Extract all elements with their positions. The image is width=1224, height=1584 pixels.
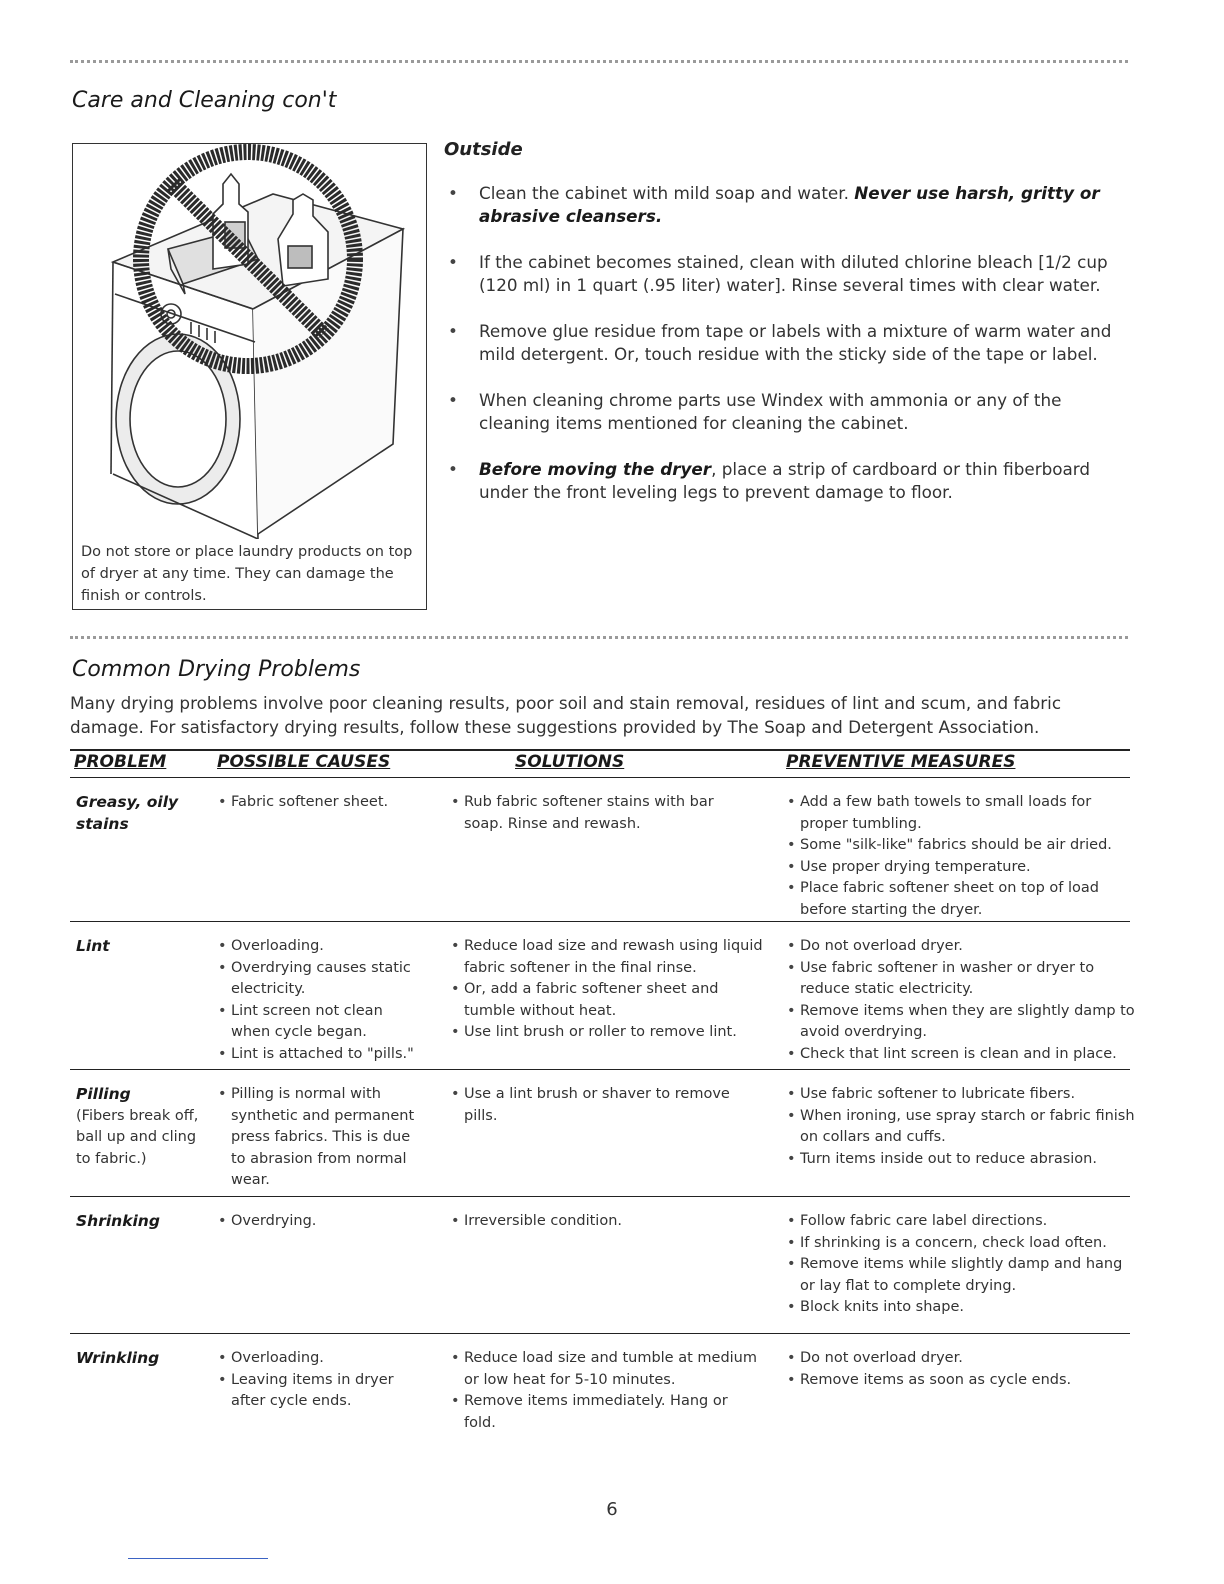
header-solutions: SOLUTIONS	[515, 752, 625, 772]
problem-name: Shrinking	[76, 1212, 160, 1230]
cause-item: • Overloading.	[217, 1348, 417, 1370]
dryer-illustration-box	[72, 143, 427, 610]
preventive-item: • Follow fabric care label directions.	[786, 1211, 1141, 1233]
preventive-item: • Use fabric softener to lubricate fibers.	[786, 1084, 1141, 1106]
header-problem: PROBLEM	[74, 752, 167, 772]
outside-item: • If the cabinet becomes stained, clean with diluted chlorine bleach [1/2 cup (120 ml) in 1 quart (.95 liter) water]. Rinse several times with clear water.	[444, 251, 1134, 297]
preventive-item: • Add a few bath towels to small loads for proper tumbling.	[786, 792, 1141, 835]
outside-item: • Remove glue residue from tape or labels with a mixture of warm water and mild detergent. Or, touch residue with the sticky side of the tape or label.	[444, 320, 1134, 366]
table-row	[70, 922, 1135, 1070]
cause-item: • Overloading.	[217, 936, 417, 958]
preventive-item: • When ironing, use spray starch or fabric finish on collars and cuffs.	[786, 1106, 1141, 1149]
preventive-item: • Use proper drying temperature.	[786, 857, 1141, 879]
footer-line	[128, 1558, 268, 1559]
outside-list	[444, 182, 1134, 527]
solution-item: • Rub fabric softener stains with bar soap. Rinse and rewash.	[450, 792, 744, 835]
problem-name: Lint	[76, 937, 110, 955]
preventive-item: • Remove items when they are slightly damp to avoid overdrying.	[786, 1001, 1141, 1044]
drying-intro: Many drying problems involve poor cleaning results, poor soil and stain removal, residues of lint and scum, and fabric damage. For satisfactory drying results, follow these suggestions provided by The Soap and Detergent Association.	[70, 693, 1062, 737]
preventive-item: • Remove items while slightly damp and hang or lay flat to complete drying.	[786, 1254, 1141, 1297]
solution-item: • Remove items immediately. Hang or fold.	[450, 1391, 744, 1434]
care-section-title: Care and Cleaning con't	[72, 88, 337, 113]
table-row	[70, 1334, 1130, 1444]
cause-item: • Leaving items in dryer after cycle ends.	[217, 1370, 417, 1413]
preventive-item: • Do not overload dryer.	[786, 1348, 1141, 1370]
solution-item: • Reduce load size and tumble at medium or low heat for 5-10 minutes.	[450, 1348, 764, 1391]
drying-section-title: Common Drying Problems	[72, 657, 361, 682]
header-causes: POSSIBLE CAUSES	[217, 752, 391, 772]
preventive-item: • If shrinking is a concern, check load often.	[786, 1233, 1141, 1255]
cause-item: • Fabric softener sheet.	[217, 792, 432, 814]
outside-item: • When cleaning chrome parts use Windex with ammonia or any of the cleaning items mentioned for cleaning the cabinet.	[444, 389, 1134, 435]
solution-item: • Reduce load size and rewash using liquid fabric softener in the final rinse.	[450, 936, 770, 979]
solution-item: • Or, add a fabric softener sheet and tumble without heat.	[450, 979, 770, 1022]
table-row	[70, 778, 1130, 922]
outside-heading: Outside	[444, 139, 523, 160]
top-divider	[70, 60, 1128, 63]
preventive-item: • Check that lint screen is clean and in place.	[786, 1044, 1141, 1066]
preventive-item: • Remove items as soon as cycle ends.	[786, 1370, 1141, 1392]
problem-note: (Fibers break off, ball up and cling to fabric.)	[76, 1107, 199, 1167]
header-preventive: PREVENTIVE MEASURES	[786, 752, 1016, 772]
solution-item: • Irreversible condition.	[450, 1211, 770, 1233]
table-header	[70, 749, 1130, 778]
cause-item: • Pilling is normal with synthetic and permanent press fabrics. This is due to abrasion from normal wear.	[217, 1084, 422, 1192]
preventive-item: • Place fabric softener sheet on top of load before starting the dryer.	[786, 878, 1141, 921]
preventive-item: • Use fabric softener in washer or dryer to reduce static electricity.	[786, 958, 1141, 1001]
outside-item: • Clean the cabinet with mild soap and water. Never use harsh, gritty or abrasive cleansers.	[444, 182, 1134, 228]
preventive-item: • Block knits into shape.	[786, 1297, 1141, 1319]
drying-problems-table	[70, 749, 1135, 1444]
preventive-item: • Turn items inside out to reduce abrasion.	[786, 1149, 1141, 1171]
cause-item: • Lint is attached to "pills."	[217, 1044, 417, 1066]
solution-item: • Use a lint brush or shaver to remove pills.	[450, 1084, 749, 1127]
cause-item: • Lint screen not clean when cycle began.	[217, 1001, 417, 1044]
problem-name: Wrinkling	[76, 1349, 160, 1367]
dryer-no-products-illustration	[73, 144, 426, 539]
cause-item: • Overdrying causes static electricity.	[217, 958, 417, 1001]
problem-name: Pilling	[76, 1085, 131, 1103]
section-divider	[70, 636, 1128, 639]
solution-item: • Use lint brush or roller to remove lint.	[450, 1022, 770, 1044]
cause-item: • Overdrying.	[217, 1211, 432, 1233]
preventive-item: • Some "silk-like" fabrics should be air dried.	[786, 835, 1141, 857]
illustration-caption: Do not store or place laundry products on top of dryer at any time. They can damage the finish or controls.	[81, 544, 413, 604]
outside-item: • Before moving the dryer, place a strip of cardboard or thin fiberboard under the front leveling legs to prevent damage to floor.	[444, 458, 1134, 504]
page-number: 6	[606, 1499, 618, 1520]
preventive-item: • Do not overload dryer.	[786, 936, 1141, 958]
table-row	[70, 1070, 1135, 1197]
problem-name: Greasy, oily stains	[76, 793, 179, 833]
table-row	[70, 1197, 1130, 1334]
